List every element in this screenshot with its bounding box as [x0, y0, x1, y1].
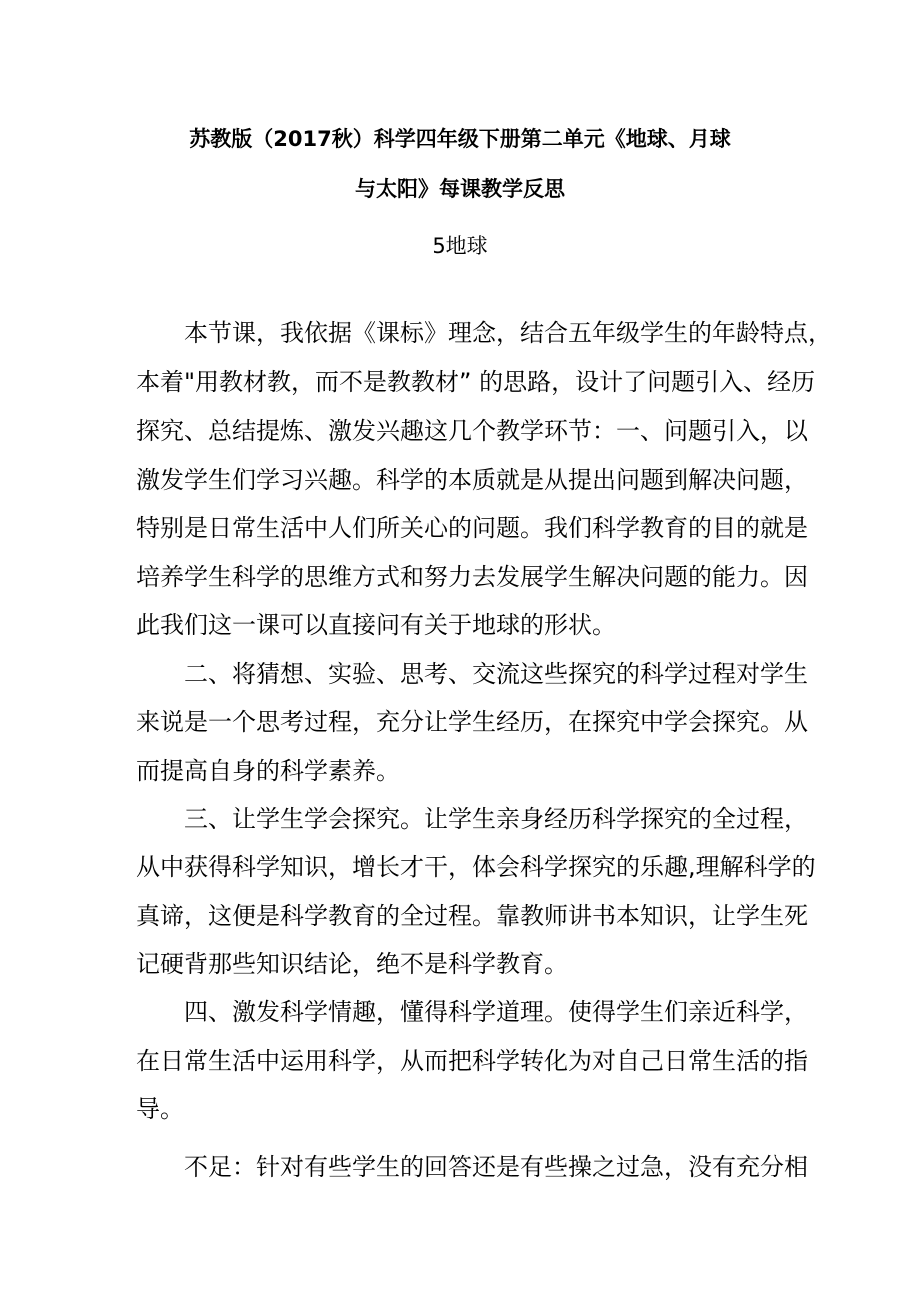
paragraph-line-4: 激发学生们学习兴趣。科学的本质就是从提出问题到解决问题，	[136, 466, 808, 494]
paragraph-line-11: 三、让学生学会探究。让学生亲身经历科学探究的全过程，	[184, 805, 808, 833]
document-title-line-2: 与太阳》每课教学反思	[355, 177, 565, 201]
lesson-subtitle: 5地球	[432, 234, 488, 258]
paragraph-line-2: 本着"用教材教，而不是教教材” 的思路，设计了问题引入、经历	[136, 368, 816, 396]
paragraph-line-13: 真谛，这便是科学教育的全过程。靠教师讲书本知识，让学生死	[136, 902, 808, 930]
paragraph-line-18: 不足：针对有些学生的回答还是有些操之过急，没有充分相	[184, 1153, 808, 1181]
paragraph-line-15: 四、激发科学情趣，懂得科学道理。使得学生们亲近科学，	[184, 998, 808, 1026]
paragraph-line-1: 本节课，我依据《课标》理念，结合五年级学生的年龄特点，	[184, 319, 832, 347]
paragraph-line-9: 来说是一个思考过程，充分让学生经历，在探究中学会探究。从	[136, 708, 808, 736]
paragraph-line-12: 从中获得科学知识，增长才干，体会科学探究的乐趣,理解科学的	[136, 853, 816, 881]
paragraph-line-10: 而提高自身的科学素养。	[136, 757, 400, 785]
paragraph-line-6: 培养学生科学的思维方式和努力去发展学生解决问题的能力。因	[136, 563, 808, 591]
paragraph-line-3: 探究、总结提炼、激发兴趣这几个教学环节：一、问题引入，以	[136, 417, 808, 445]
paragraph-line-16: 在日常生活中运用科学，从而把科学转化为对自己日常生活的指	[136, 1047, 808, 1075]
paragraph-line-14: 记硬背那些知识结论，绝不是科学教育。	[136, 950, 568, 978]
paragraph-line-5: 特别是日常生活中人们所关心的问题。我们科学教育的目的就是	[136, 514, 808, 542]
paragraph-line-8: 二、将猜想、实验、思考、交流这些探究的科学过程对学生	[184, 660, 808, 688]
paragraph-line-17: 导。	[136, 1095, 184, 1123]
document-title-line-1: 苏教版（2017秋）科学四年级下册第二单元《地球、月球	[189, 127, 731, 151]
paragraph-line-7: 此我们这一课可以直接问有关于地球的形状。	[136, 611, 616, 639]
